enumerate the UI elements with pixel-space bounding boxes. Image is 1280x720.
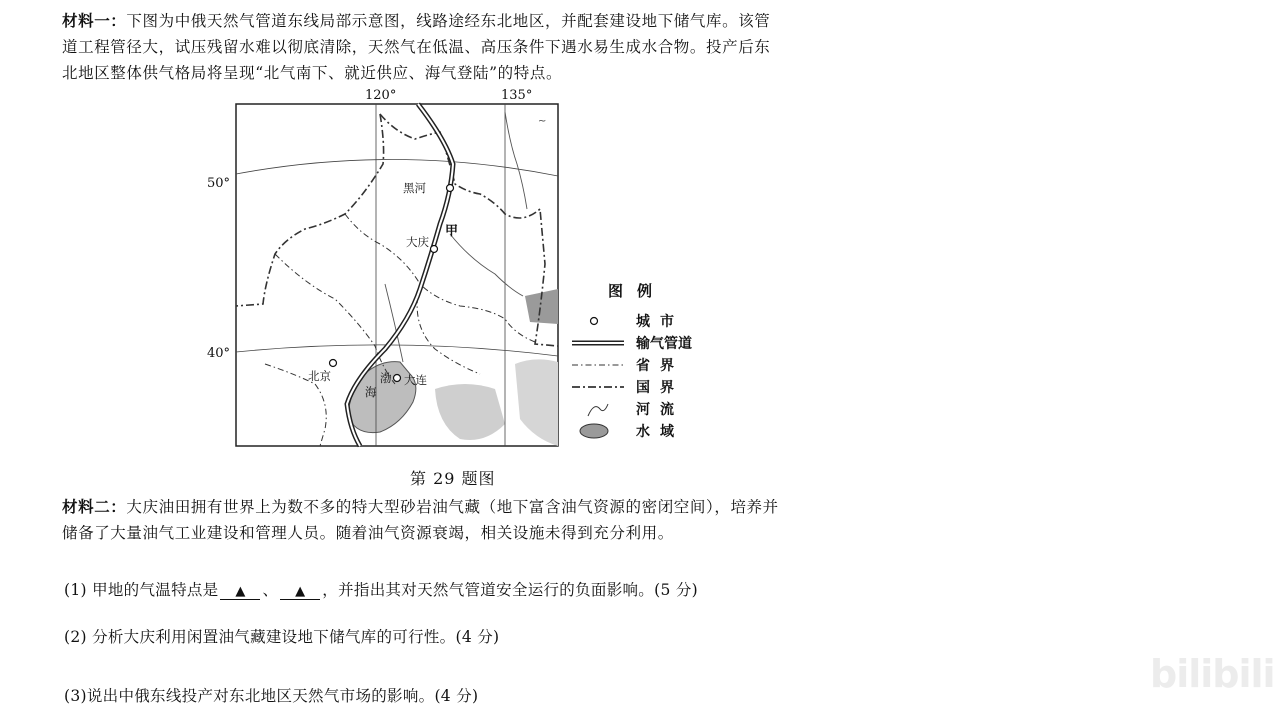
legend-title: 图例 [608,282,667,300]
lon-label-120: 120° [365,88,397,103]
question-1 [64,578,698,600]
lat-label-40: 40° [207,346,231,361]
legend-item-pipeline: 输气管道 [572,332,712,354]
legend-item-river: 河流 [572,398,712,420]
point-label-jia: 甲 [445,224,459,239]
city-label-daqing: 大庆 [406,235,429,249]
river-symbol-icon [572,400,624,418]
material-two-lead: 材料二： [62,497,127,516]
answer-blank-1[interactable]: ▲ [220,584,260,600]
answer-blank-2[interactable]: ▲ [280,584,320,600]
question-2: (2) 分析大庆利用闲置油气藏建设地下储气库的可行性。(4 分) [64,628,500,646]
material-two-paragraph [62,494,782,546]
legend-item-water: 水域 [572,420,712,442]
bilibili-watermark-logo: bilibili [1150,652,1275,696]
sea-label-hai: 海 [365,385,377,399]
legend-item-national-border: 国界 [572,376,712,398]
sea-label-bo: 渤 [380,371,392,385]
corner-mark: ~ [538,116,547,127]
question-1-separator: 、 [262,581,279,599]
material-one-text: 下图为中俄天然气管道东线局部示意图，线路途经东北地区，并配套建设地下储气库。该管道工程管径大，试压残留水难以彻底清除，天然气在低温、高压条件下遇水易生成水合物。投产后东北地区整体供气格局将呈现“北气南下、就近供应、海气登陆”的特点。 [62,12,771,82]
material-one-paragraph [62,8,782,86]
figure-caption: 第 29 题图 [410,469,496,488]
material-one-lead: 材料一： [62,11,127,30]
city-symbol-icon [572,312,624,330]
material-two-text: 大庆油田拥有世界上为数不多的特大型砂岩油气藏（地下富含油气资源的密闭空间），培养并储备了大量油气工业建设和管理人员。随着油气资源衰竭，相关设施未得到充分利用。 [62,498,779,542]
legend-item-province-border: 省界 [572,354,712,376]
lon-label-135: 135° [501,88,533,103]
city-marker-dalian [394,375,401,382]
pipeline-map-figure [205,84,705,484]
question-1-suffix: ，并指出其对天然气管道安全运行的负面影响。(5 分) [322,581,698,599]
city-marker-heihe [447,185,454,192]
province-border-symbol-icon [572,356,624,374]
question-3: (3)说出中俄东线投产对东北地区天然气市场的影响。(4 分) [64,687,479,705]
question-1-prefix: (1) 甲地的气温特点是 [64,581,219,599]
pipeline-symbol-icon [572,334,624,352]
city-marker-beijing [330,360,337,367]
water-symbol-icon [572,422,624,440]
city-label-heihe: 黑河 [403,181,426,195]
national-border-symbol-icon [572,378,624,396]
lat-label-50: 50° [207,176,231,191]
city-label-beijing: 北京 [308,369,331,383]
city-label-dalian: 大连 [404,373,427,387]
city-marker-daqing [431,246,438,253]
legend-item-city: 城市 [572,310,712,332]
